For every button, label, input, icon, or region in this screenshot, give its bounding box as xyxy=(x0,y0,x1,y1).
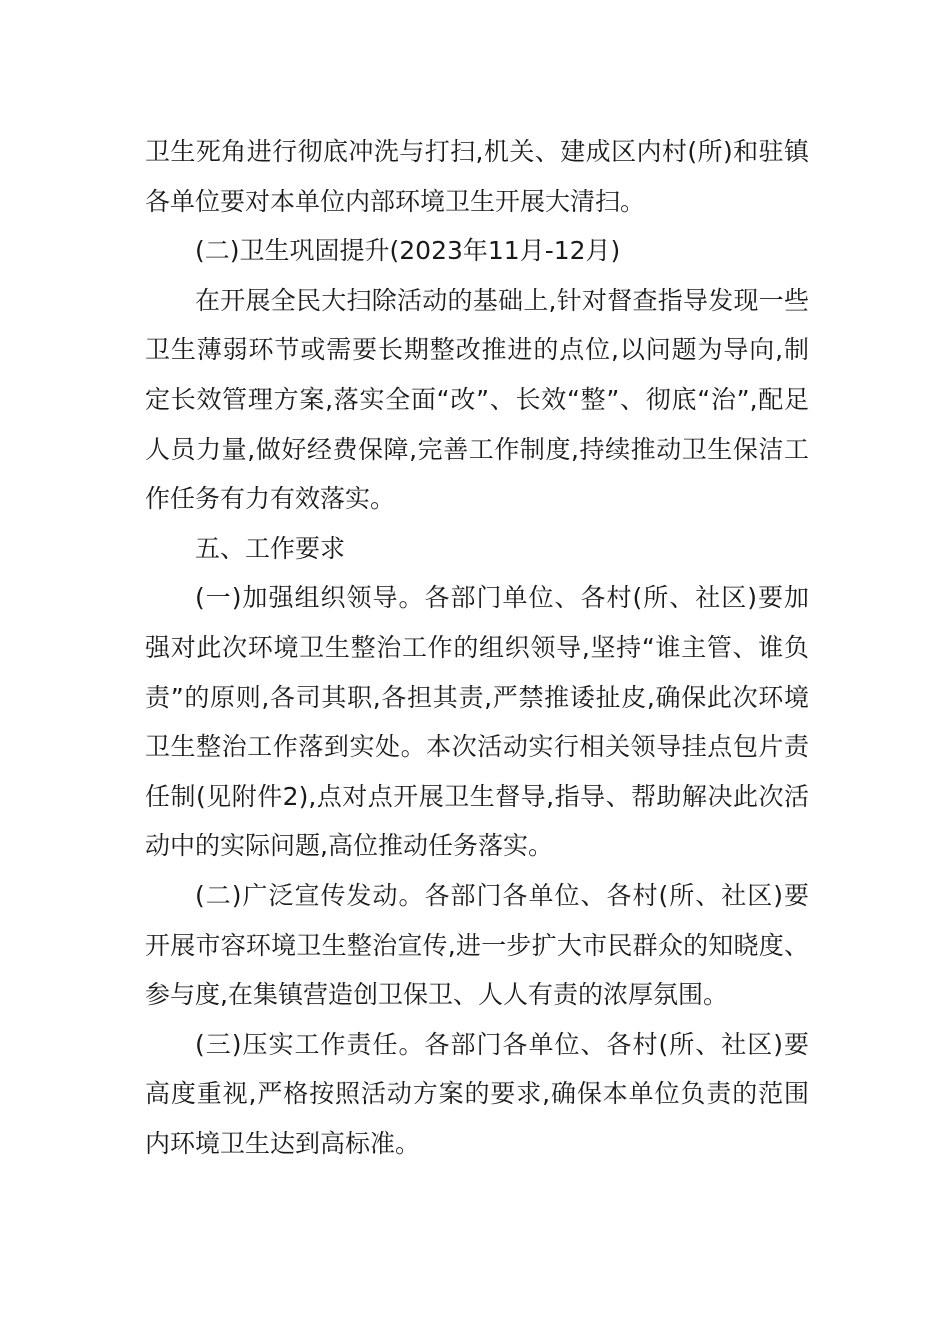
paragraph-organization: (一)加强组织领导。各部门单位、各村(所、社区)要加强对此次环境卫生整治工作的组织领导,坚持“谁主管、谁负责”的原则,各司其职,各担其责,严禁推诿扯皮,确保此次环境卫生整治工作落到实处。本次活动实行相关领导挂点包片责任制(见附件2),点对点开展卫生督导,指导、帮助解决此次活动中的实际问题,高位推动任务落实。 xyxy=(145,583,809,861)
section-heading-requirements: 五、工作要求 xyxy=(195,533,346,563)
document-body xyxy=(145,127,809,1168)
paragraph-publicity: (二)广泛宣传发动。各部门各单位、各村(所、社区)要开展市容环境卫生整治宣传,进一步扩大市民群众的知晓度、参与度,在集镇营造创卫保卫、人人有责的浓厚氛围。 xyxy=(145,880,809,1010)
paragraph-consolidation: 在开展全民大扫除活动的基础上,针对督查指导发现一些卫生薄弱环节或需要长期整改推进的点位,以问题为导向,制定长效管理方案,落实全面“改”、长效“整”、彻底“治”,配足人员力量,做好经费保障,完善工作制度,持续推动卫生保洁工作任务有力有效落实。 xyxy=(145,285,809,514)
subheading-consolidation: (二)卫生巩固提升(2023年11月-12月) xyxy=(195,236,621,266)
paragraph-responsibility: (三)压实工作责任。各部门各单位、各村(所、社区)要高度重视,严格按照活动方案的要求,确保本单位负责的范围内环境卫生达到高标准。 xyxy=(145,1029,809,1158)
paragraph-continuation: 卫生死角进行彻底冲洗与打扫,机关、建成区内村(所)和驻镇各单位要对本单位内部环境卫生开展大清扫。 xyxy=(145,137,809,216)
